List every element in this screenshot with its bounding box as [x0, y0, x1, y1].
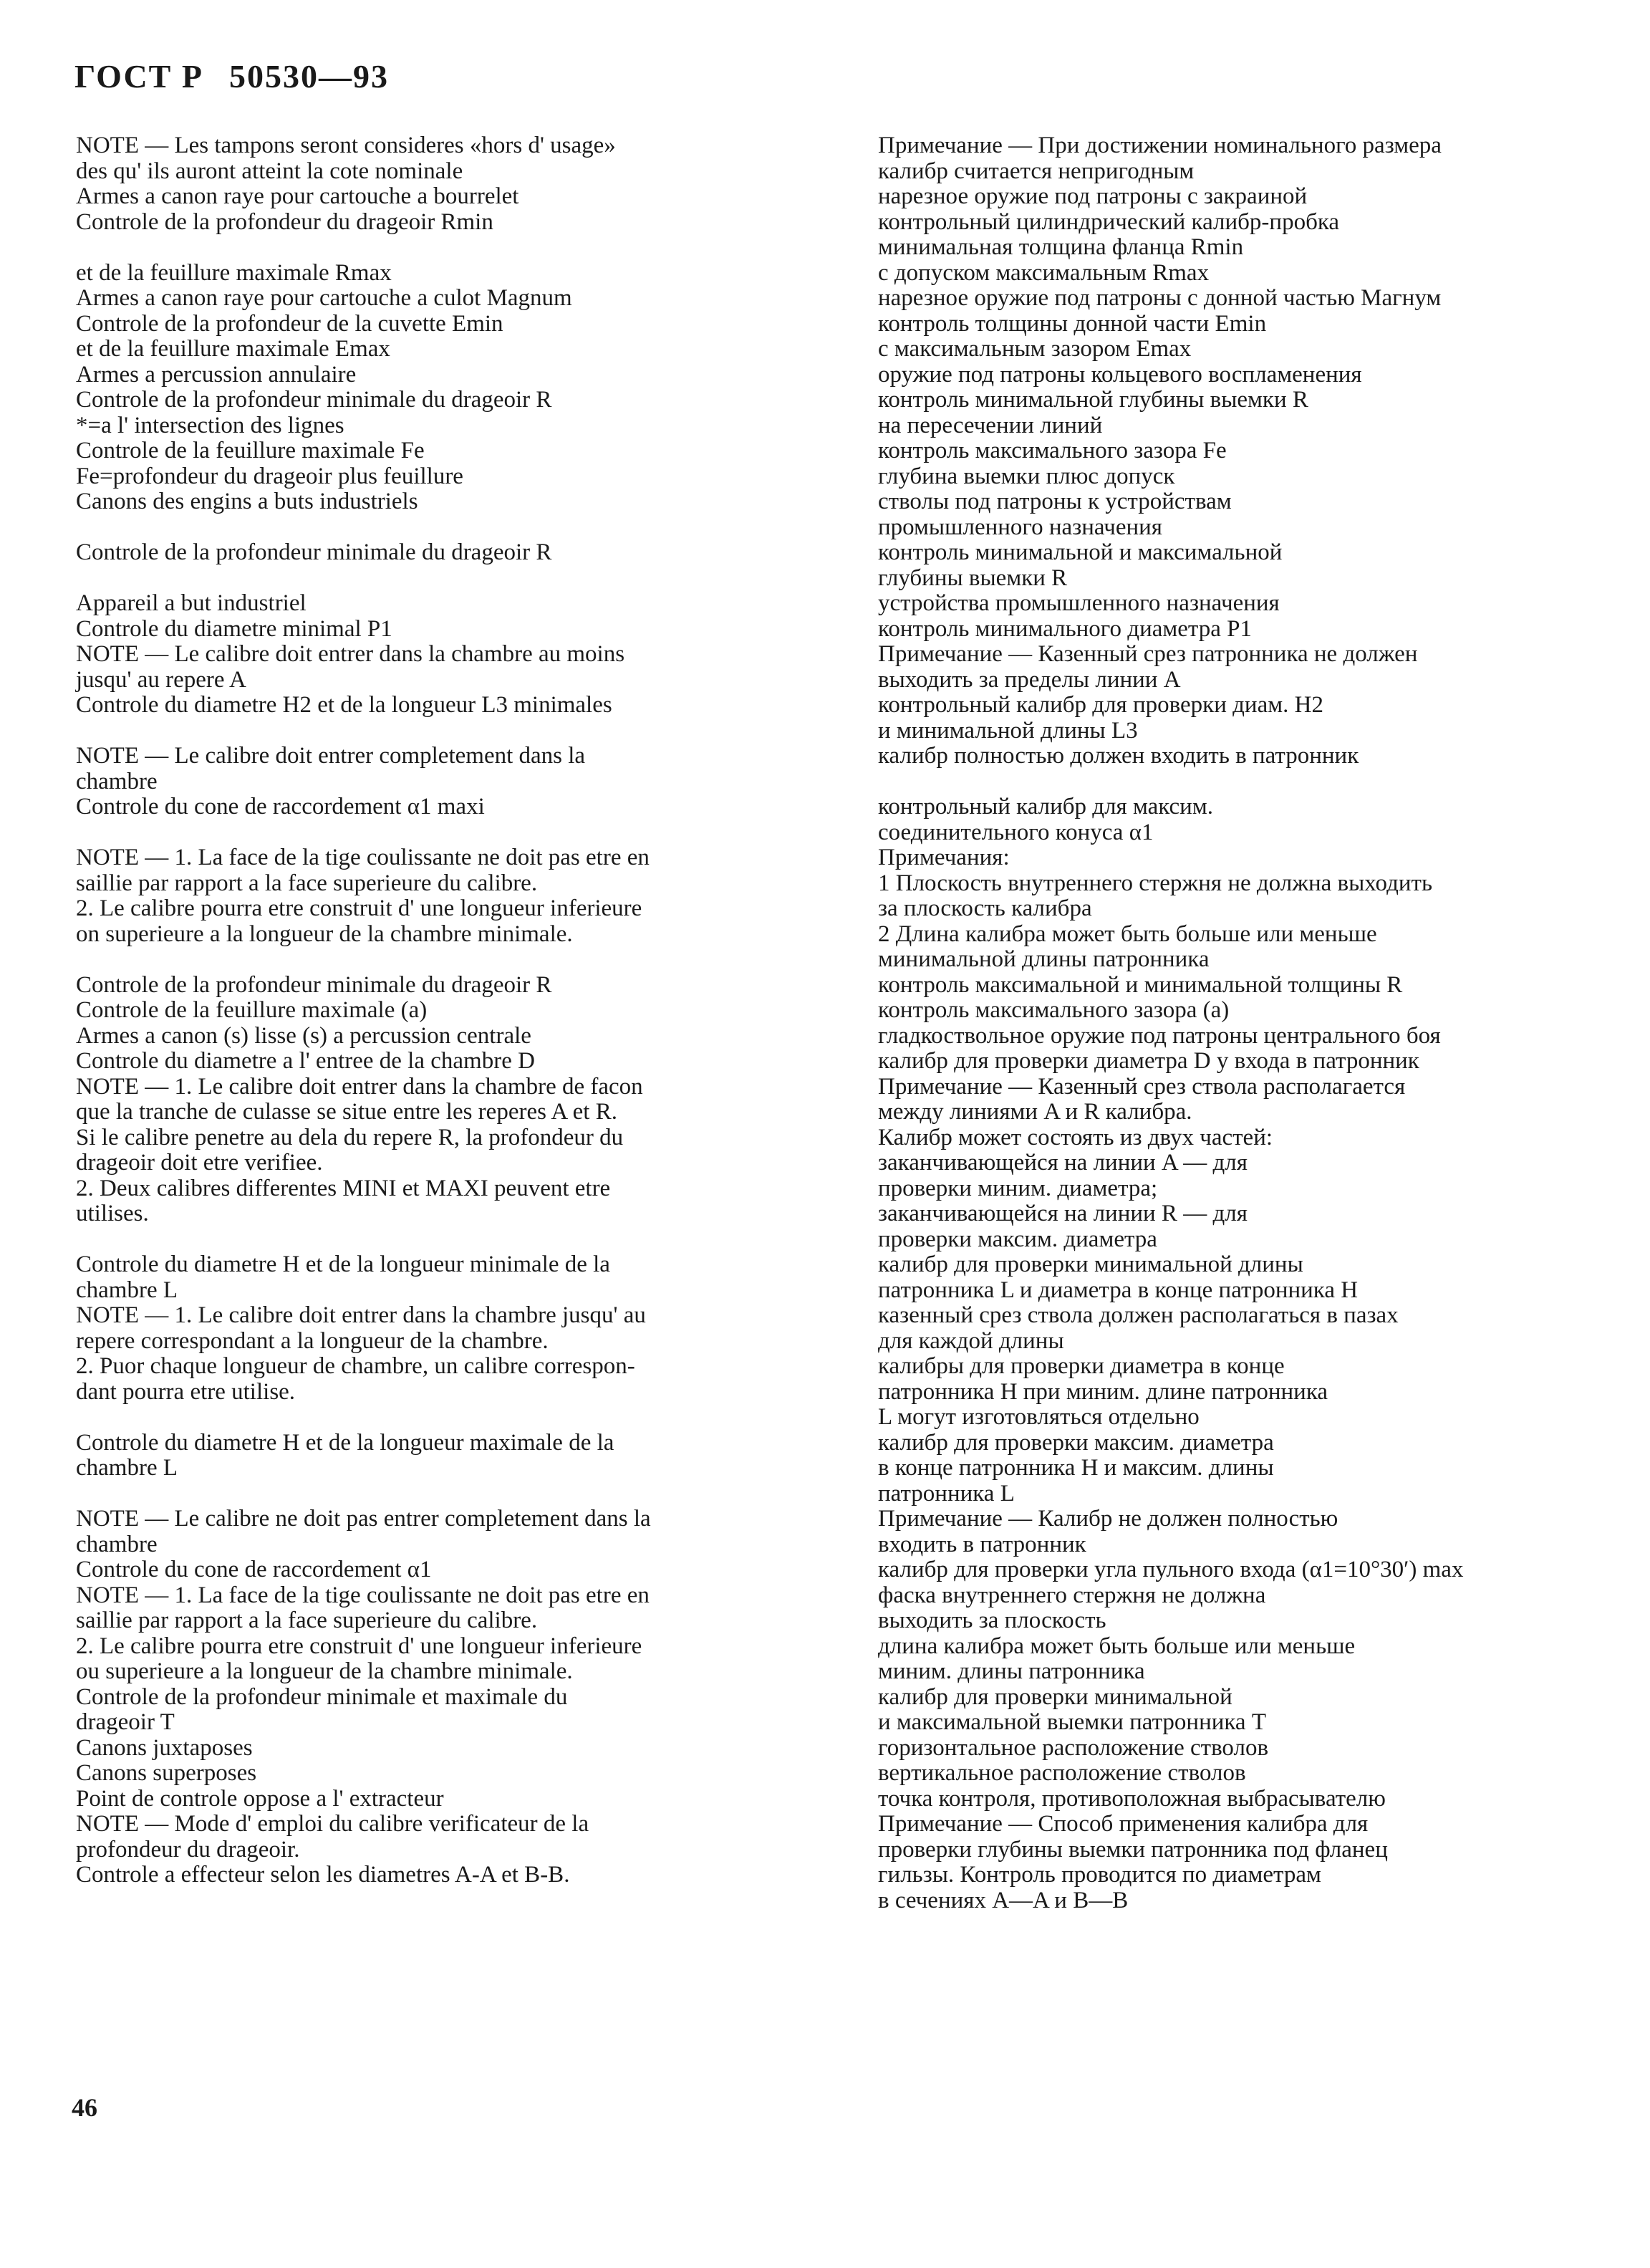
blank-line [76, 1405, 804, 1431]
french-line: Controle du diametre a l' entree de la chambre D [76, 1048, 535, 1074]
russian-line: заканчивающейся на линии R — для [878, 1201, 1248, 1226]
french-line: Canons superposes [76, 1760, 257, 1786]
russian-line: калибр для проверки минимальной [878, 1683, 1232, 1710]
french-line: chambre L [76, 1277, 178, 1303]
french-line: Point de controle oppose a l' extracteur [76, 1785, 444, 1812]
russian-line: контроль толщины донной части Emin [878, 310, 1267, 337]
russian-line: калибр для проверки угла пульного входа (α1=10°30′) max [878, 1557, 1464, 1582]
french-line: on superieure a la longueur de la chambre minimale. [76, 921, 573, 947]
russian-line: Калибр может состоять из двух частей: [878, 1124, 1273, 1150]
page-number: 46 [72, 2093, 97, 2122]
russian-line: нарезное оружие под патроны с закраиной [878, 183, 1308, 209]
russian-column [878, 133, 1594, 1913]
russian-line: в сечениях A—A и B—B [878, 1887, 1129, 1913]
french-column [76, 133, 804, 1888]
russian-line: патронника H при миним. длине патронника [878, 1378, 1328, 1405]
russian-line: длина калибра может быть больше или меньше [878, 1633, 1356, 1659]
french-line: des qu' ils auront atteint la cote nominale [76, 158, 463, 184]
russian-line: заканчивающейся на линии A — для [878, 1150, 1248, 1176]
blank-line [76, 820, 804, 846]
french-line: NOTE — 1. La face de la tige coulissante ne doit pas etre en [76, 1582, 650, 1608]
russian-line: с допуском максимальным Rmax [878, 259, 1210, 286]
french-line: Si le calibre penetre au dela du repere R, la profondeur du [76, 1124, 624, 1150]
russian-line: проверки глубины выемки патронника под фланец [878, 1836, 1388, 1863]
russian-line: калибр для проверки минимальной длины [878, 1251, 1303, 1277]
french-line: Armes a percussion annulaire [76, 361, 357, 388]
russian-line: входить в патронник [878, 1531, 1086, 1557]
russian-line: с максимальным зазором Emax [878, 336, 1192, 362]
blank-line [76, 566, 804, 592]
russian-line: калибры для проверки диаметра в конце [878, 1353, 1285, 1379]
french-line: Armes a canon (s) lisse (s) a percussion centrale [76, 1022, 531, 1049]
french-line: que la tranche de culasse se situe entre les reperes A et R. [76, 1099, 617, 1125]
french-line: *=a l' intersection des lignes [76, 412, 344, 438]
russian-line: калибр для проверки максим. диаметра [878, 1429, 1274, 1456]
french-line: Canons des engins a buts industriels [76, 489, 418, 514]
french-line: Armes a canon raye pour cartouche a culot Magnum [76, 285, 572, 311]
russian-line: контроль максимального зазора Fe [878, 438, 1227, 463]
russian-line: 2 Длина калибра может быть больше или меньше [878, 921, 1377, 947]
russian-line: Примечание — Способ применения калибра для [878, 1811, 1369, 1837]
russian-line: нарезное оружие под патроны с донной частью Магнум [878, 285, 1442, 311]
french-line: Fe=profondeur du drageoir plus feuillure [76, 463, 463, 489]
russian-line: промышленного назначения [878, 514, 1162, 540]
russian-line: точка контроля, противоположная выбрасывателю [878, 1785, 1386, 1812]
russian-line: устройства промышленного назначения [878, 590, 1280, 616]
russian-line: на пересечении линий [878, 412, 1103, 438]
russian-line: Примечания: [878, 845, 1010, 870]
french-line: 2. Deux calibres differentes MINI et MAXI peuvent etre [76, 1175, 611, 1201]
russian-line: гладкоствольное оружие под патроны центрального боя [878, 1022, 1441, 1049]
russian-line: контроль минимальной и максимальной [878, 539, 1283, 565]
french-line: Controle du diametre H et de la longueur maximale de la [76, 1429, 614, 1456]
russian-line: контроль максимальной и минимальной толщины R [878, 971, 1403, 998]
russian-line: контроль минимального диаметра P1 [878, 615, 1252, 642]
russian-line: контроль минимальной глубины выемки R [878, 387, 1308, 413]
russian-line: контрольный цилиндрический калибр-пробка [878, 208, 1340, 235]
russian-line: соединительного конуса α1 [878, 819, 1154, 845]
french-line: NOTE — 1. Le calibre doit entrer dans la chambre jusqu' au [76, 1302, 646, 1328]
french-line: ou superieure a la longueur de la chambre minimale. [76, 1658, 573, 1684]
russian-line: Примечание — Казенный срез патронника не должен [878, 641, 1418, 667]
french-line: Armes a canon raye pour cartouche a bourrelet [76, 183, 519, 209]
french-line: chambre [76, 1531, 158, 1557]
russian-line: выходить за пределы линии A [878, 666, 1181, 693]
french-line: chambre L [76, 1455, 178, 1481]
french-line: NOTE — Le calibre ne doit pas entrer completement dans la [76, 1506, 651, 1532]
russian-line: калибр считается непригодным [878, 158, 1195, 184]
french-line: drageoir doit etre verifiee. [76, 1150, 323, 1176]
russian-line: калибр для проверки диаметра D у входа в патронник [878, 1048, 1419, 1074]
french-line: Controle de la feuillure maximale Fe [76, 438, 425, 463]
russian-line: вертикальное расположение стволов [878, 1760, 1246, 1786]
russian-line: Примечание — При достижении номинального размера [878, 133, 1442, 158]
french-line: Controle de la profondeur du drageoir Rmin [76, 208, 493, 235]
russian-line: миним. длины патронника [878, 1658, 1145, 1684]
russian-line: минимальная толщина фланца Rmin [878, 234, 1244, 260]
standard-number: 50530—93 [228, 58, 389, 95]
russian-line: контрольный калибр для максим. [878, 794, 1213, 820]
french-line: repere correspondant a la longueur de la chambre. [76, 1327, 549, 1354]
russian-line: проверки максим. диаметра [878, 1226, 1157, 1252]
russian-line: в конце патронника H и максим. длины [878, 1455, 1274, 1481]
russian-line: контрольный калибр для проверки диам. H2 [878, 692, 1323, 718]
russian-line: 1 Плоскость внутреннего стержня не должна выходить [878, 870, 1433, 896]
russian-line: между линиями A и R калибра. [878, 1099, 1192, 1125]
french-line: et de la feuillure maximale Emax [76, 336, 390, 362]
russian-line: патронника L [878, 1480, 1015, 1507]
russian-line: казенный срез ствола должен располагаться в пазах [878, 1302, 1399, 1328]
russian-line: горизонтальное расположение стволов [878, 1734, 1269, 1761]
russian-line: фаска внутреннего стержня не должна [878, 1582, 1266, 1608]
russian-line: стволы под патроны к устройствам [878, 489, 1232, 514]
french-line: Controle du cone de raccordement α1 maxi [76, 794, 485, 820]
french-line: Controle du cone de raccordement α1 [76, 1557, 432, 1582]
russian-line: за плоскость калибра [878, 895, 1092, 921]
russian-line: для каждой длины [878, 1327, 1064, 1354]
french-line: Controle du diametre minimal P1 [76, 615, 392, 642]
russian-line: и минимальной длины L3 [878, 717, 1138, 744]
blank-line [76, 1481, 804, 1507]
french-line: Controle du diametre H et de la longueur minimale de la [76, 1251, 610, 1277]
french-line: et de la feuillure maximale Rmax [76, 259, 392, 286]
french-line: Controle de la profondeur de la cuvette Emin [76, 310, 503, 337]
french-line: Controle de la profondeur minimale du drageoir R [76, 971, 552, 998]
blank-line [878, 769, 1594, 795]
blank-line [76, 1227, 804, 1253]
french-line: utilises. [76, 1201, 149, 1226]
blank-line [76, 719, 804, 744]
blank-line [76, 947, 804, 973]
russian-line: гильзы. Контроль проводится по диаметрам [878, 1862, 1321, 1888]
french-line: profondeur du drageoir. [76, 1836, 300, 1863]
russian-line: контроль максимального зазора (a) [878, 997, 1230, 1023]
russian-line: и максимальной выемки патронника T [878, 1709, 1266, 1735]
french-line: NOTE — 1. La face de la tige coulissante ne doit pas etre en [76, 845, 650, 870]
standard-label: ГОСТ Р [74, 58, 203, 95]
french-line: jusqu' au repere A [76, 666, 246, 693]
french-line: Appareil a but industriel [76, 590, 307, 616]
french-line: Controle de la profondeur minimale du drageoir R [76, 387, 552, 413]
french-line: Controle de la feuillure maximale (a) [76, 997, 428, 1023]
french-line: NOTE — Le calibre doit entrer dans la chambre au moins [76, 641, 625, 667]
french-line: saillie par rapport a la face superieure du calibre. [76, 1608, 538, 1633]
french-line: dant pourra etre utilise. [76, 1378, 296, 1405]
french-line: Controle du diametre H2 et de la longueur L3 minimales [76, 692, 612, 718]
russian-line: глубины выемки R [878, 564, 1068, 591]
blank-line [76, 235, 804, 261]
russian-line: проверки миним. диаметра; [878, 1175, 1158, 1201]
russian-line: оружие под патроны кольцевого воспламенения [878, 361, 1362, 388]
french-line: chambre [76, 768, 158, 794]
french-line: NOTE — Mode d' emploi du calibre verificateur de la [76, 1811, 589, 1837]
russian-line: калибр полностью должен входить в патронник [878, 743, 1359, 769]
french-line: drageoir T [76, 1709, 175, 1735]
french-line: 2. Le calibre pourra etre construit d' une longueur inferieure [76, 895, 642, 921]
blank-line [76, 515, 804, 541]
french-line: Controle a effecteur selon les diametres A-A et B-B. [76, 1862, 570, 1888]
page-header [74, 60, 389, 93]
french-line: Controle de la profondeur minimale du drageoir R [76, 539, 552, 565]
french-line: 2. Le calibre pourra etre construit d' une longueur inferieure [76, 1633, 642, 1659]
russian-line: глубина выемки плюс допуск [878, 463, 1175, 489]
russian-line: выходить за плоскость [878, 1608, 1106, 1633]
french-line: 2. Puor chaque longueur de chambre, un calibre correspon- [76, 1353, 635, 1379]
russian-line: L могут изготовляться отдельно [878, 1404, 1200, 1430]
russian-line: минимальной длины патронника [878, 946, 1210, 972]
french-line: NOTE — Le calibre doit entrer completement dans la [76, 743, 586, 769]
french-line: Canons juxtaposes [76, 1734, 253, 1761]
russian-line: Примечание — Казенный срез ствола располагается [878, 1073, 1406, 1100]
french-line: Controle de la profondeur minimale et maximale du [76, 1683, 568, 1710]
russian-line: Примечание — Калибр не должен полностью [878, 1506, 1338, 1532]
french-line: saillie par rapport a la face superieure du calibre. [76, 870, 538, 896]
russian-line: патронника L и диаметра в конце патронника H [878, 1277, 1359, 1303]
french-line: NOTE — 1. Le calibre doit entrer dans la chambre de facon [76, 1073, 643, 1100]
french-line: NOTE — Les tampons seront consideres «hors d' usage» [76, 133, 616, 158]
